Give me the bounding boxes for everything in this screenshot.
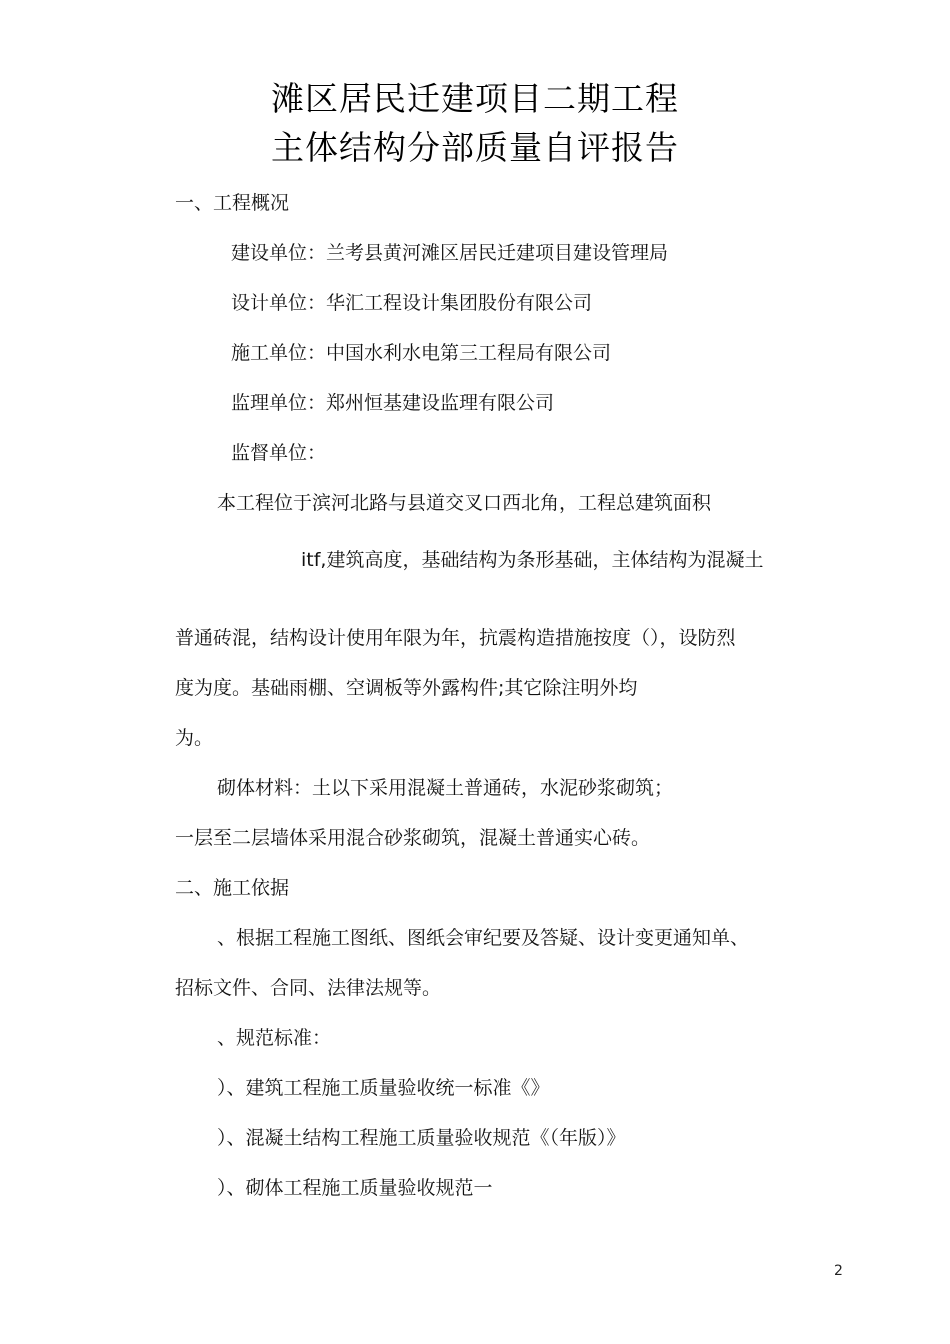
document-title-line-1: 滩区居民迁建项目二期工程 (271, 79, 679, 118)
basis-line-1: 、根据工程施工图纸、图纸会审纪要及答疑、设计变更通知单、 (217, 927, 750, 949)
overview-paragraph-line-5: 为。 (175, 727, 214, 749)
standard-item-2: ）、混凝土结构工程施工质量验收规范《（年版）》 (217, 1127, 626, 1149)
builder-unit-line: 施工单位：中国水利水电第三工程局有限公司 (231, 342, 612, 364)
standard-item-3: ）、砌体工程施工质量验收规范一 (217, 1177, 493, 1199)
standard-item-1: ）、建筑工程施工质量验收统一标准《》 (217, 1077, 550, 1099)
oversight-unit-line: 监督单位： (231, 442, 327, 464)
document-title-line-2: 主体结构分部质量自评报告 (271, 128, 679, 167)
overview-paragraph-line-4: 度为度。基础雨棚、空调板等外露构件;其它除注明外均 (175, 677, 638, 699)
construction-unit-line: 建设单位：兰考县黄河滩区居民迁建项目建设管理局 (231, 242, 669, 264)
masonry-material-line-1: 砌体材料：土以下采用混凝土普通砖，水泥砂浆砌筑； (217, 777, 674, 799)
supervision-unit-line: 监理单位：郑州恒基建设监理有限公司 (231, 392, 555, 414)
overview-paragraph-line-1: 本工程位于滨河北路与县道交叉口西北角，工程总建筑面积 (217, 492, 712, 514)
section-heading-basis: 二、施工依据 (175, 877, 290, 899)
basis-line-2: 招标文件、合同、法律法规等。 (175, 977, 442, 999)
section-heading-overview: 一、工程概况 (175, 192, 290, 214)
masonry-material-line-2: 一层至二层墙体采用混合砂浆砌筑，混凝土普通实心砖。 (175, 827, 651, 849)
overview-paragraph-line-2: itf,建筑高度，基础结构为条形基础，主体结构为混凝土 (301, 549, 764, 571)
design-unit-line: 设计单位：华汇工程设计集团股份有限公司 (231, 292, 593, 314)
page-number: 2 (834, 1263, 843, 1279)
standards-heading: 、规范标准： (217, 1027, 332, 1049)
overview-paragraph-line-3: 普通砖混，结构设计使用年限为年，抗震构造措施按度（），设防烈 (175, 627, 736, 649)
